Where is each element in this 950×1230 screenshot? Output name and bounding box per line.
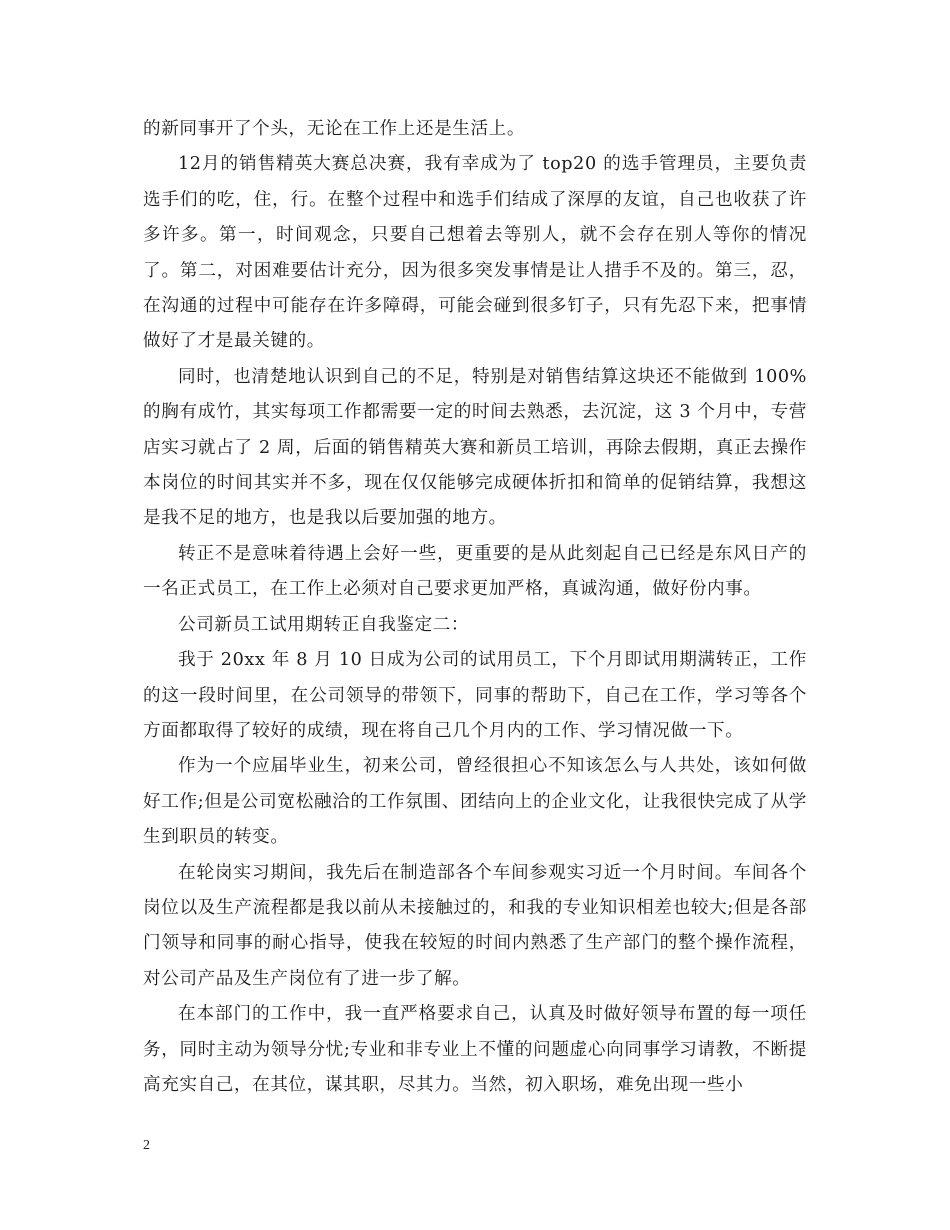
paragraph-5: 我于 20xx 年 8 月 10 日成为公司的试用员工，下个月即试用期满转正，工作的这一段时间里，在公司领导的带领下，同事的帮助下，自己在工作，学习等各个方面都取得了较好的成绩，现在将自己几个月内的工作、学习情况做一下。 xyxy=(143,650,807,741)
paragraph-4: 转正不是意味着待遇上会好一些，更重要的是从此刻起自己已经是东风日产的一名正式员工，在工作上必须对自己要求更加严格，真诚沟通，做好份内事。 xyxy=(143,543,807,600)
paragraph-3: 同时，也清楚地认识到自己的不足，特别是对销售结算这块还不能做到 100%的胸有成竹，其实每项工作都需要一定的时间去熟悉，去沉淀，这 3 个月中，专营店实习就占了 2 周，后面的销售精英大赛和新员工培训，再除去假期，真正去操作本岗位的时间其实并不多，现在仅仅能够完成硬体折扣和简单的促销结算，我想这是我不足的地方，也是我以后要加强的地方。 xyxy=(143,366,807,529)
page-number: 2 xyxy=(143,1138,150,1153)
paragraph-6: 作为一个应届毕业生，初来公司，曾经很担心不知该怎么与人共处，该如何做好工作;但是公司宽松融洽的工作氛围、团结向上的企业文化，让我很快完成了从学生到职员的转变。 xyxy=(143,756,807,848)
paragraph-2: 12月的销售精英大赛总决赛，我有幸成为了 top20 的选手管理员，主要负责选手们的吃，住，行。在整个过程中和选手们结成了深厚的友谊，自己也收获了许多许多。第一，时间观念，只要自己想着去等别人，就不会存在别人等你的情况了。第二，对困难要估计充分，因为很多突发事情是让人措手不及的。第三，忍，在沟通的过程中可能存在许多障碍，可能会碰到很多钉子，只有先忍下来，把事情做好了才是最关键的。 xyxy=(143,154,807,352)
paragraph-7: 在轮岗实习期间，我先后在制造部各个车间参观实习近一个月时间。车间各个岗位以及生产流程都是我以前从未接触过的，和我的专业知识相差也较大;但是各部门领导和同事的耐心指导，使我在较短的时间内熟悉了生产部门的整个操作流程，对公司产品及生产岗位有了进一步了解。 xyxy=(143,862,807,989)
section-heading: 公司新员工试用期转正自我鉴定二： xyxy=(178,614,470,635)
paragraph-1: 的新同事开了个头，无论在工作上还是生活上。 xyxy=(143,119,526,139)
document-body xyxy=(143,112,807,1103)
paragraph-8: 在本部门的工作中，我一直严格要求自己，认真及时做好领导布置的每一项任务，同时主动为领导分忧;专业和非专业上不懂的问题虚心向同事学习请教，不断提高充实自己，在其位，谋其职，尽其力。当然，初入职场，难免出现一些小 xyxy=(143,1004,807,1095)
